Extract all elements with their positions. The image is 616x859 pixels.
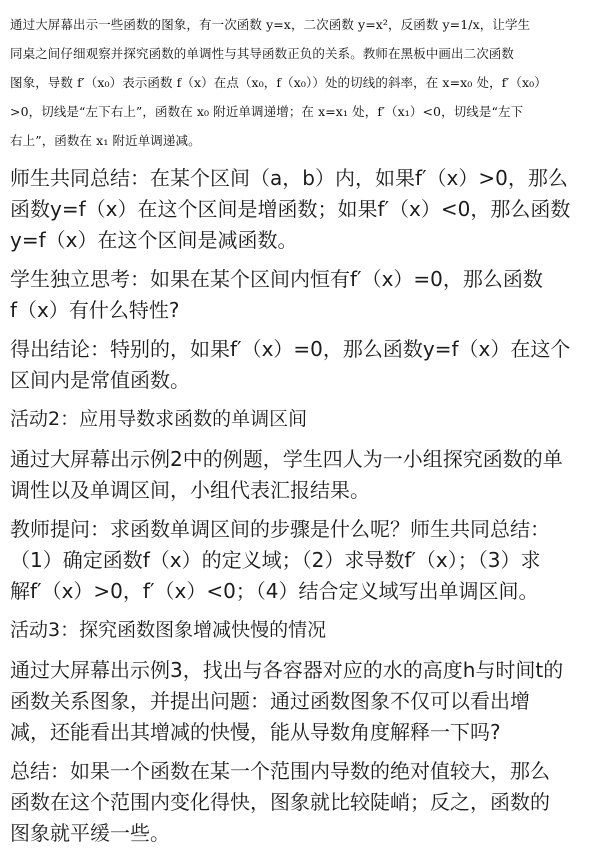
paragraph-line: 调性以及单调区间，小组代表汇报结果。 <box>10 478 370 502</box>
intro-line: 通过大屏幕出示一些函数的图象，有一次函数 y=x，二次函数 y=x²，反函数 y=1/x，让学生 <box>10 17 531 32</box>
activity-3-heading: 活动3：探究函数图象增减快慢的情况 <box>10 619 327 641</box>
paragraph-line: f（x）有什么特性? <box>10 298 180 322</box>
paragraph-line: 教师提问：求函数单调区间的步骤是什么呢？师生共同总结： <box>10 517 550 541</box>
example-2-paragraph <box>10 444 606 506</box>
paragraph-line: 函数关系图象，并提出问题：通过函数图象不仅可以看出增 <box>10 689 530 713</box>
paragraph-line: 学生独立思考：如果在某个区间内恒有f′（x）=0，那么函数 <box>10 267 543 291</box>
student-thinking-paragraph <box>10 264 606 326</box>
activity-2-heading: 活动2：应用导数求函数的单调区间 <box>10 408 308 430</box>
paragraph-line: 通过大屏幕出示例3，找出与各容器对应的水的高度h与时间t的 <box>10 658 564 682</box>
paragraph-line: 减，还能看出其增减的快慢，能从导数角度解释一下吗? <box>10 720 501 744</box>
paragraph-line: y=f（x）在这个区间是减函数。 <box>10 228 298 252</box>
paragraph-line: 总结：如果一个函数在某一个范围内导数的绝对值较大，那么 <box>10 759 550 783</box>
teacher-question-paragraph <box>10 514 606 607</box>
paragraph-line: 师生共同总结：在某个区间（a，b）内，如果f′（x）>0，那么 <box>10 166 568 190</box>
intro-line: 同桌之间仔细观察并探究函数的单调性与其导函数正负的关系。教师在黑板中画出二次函数 <box>10 46 515 61</box>
paragraph-line: 得出结论：特别的，如果f′（x）=0，那么函数y=f（x）在这个 <box>10 337 571 361</box>
paragraph-line: 解f′（x）>0，f′（x）<0；（4）结合定义域写出单调区间。 <box>10 579 539 603</box>
intro-line: 图象，导数 f′（x₀）表示函数 f（x）在点（x₀，f（x₀））处的切线的斜率，在 x=x₀ 处，f′（x₀） <box>10 75 547 90</box>
paragraph-line: （1）确定函数f（x）的定义域；（2）求导数f′（x）；（3）求 <box>10 548 541 572</box>
intro-line: >0，切线是“左下右上”，函数在 x₀ 附近单调递增；在 x=x₁ 处，f′（x₁）<0，切线是“左下 <box>10 104 524 119</box>
intro-paragraph <box>10 10 606 155</box>
paragraph-line: 函数在这个范围内变化得快，图象就比较陡峭；反之，函数的 <box>10 790 550 814</box>
final-summary-paragraph <box>10 756 606 849</box>
paragraph-line: 函数y=f（x）在这个区间是增函数；如果f′（x）<0，那么函数 <box>10 197 571 221</box>
intro-line: 右上”，函数在 x₁ 附近单调递减。 <box>10 133 201 148</box>
paragraph-line: 图象就平缓一些。 <box>10 821 170 845</box>
teacher-student-summary-paragraph <box>10 163 606 256</box>
paragraph-line: 区间内是常值函数。 <box>10 368 190 392</box>
example-3-paragraph <box>10 655 606 748</box>
conclusion-paragraph <box>10 334 606 396</box>
paragraph-line: 通过大屏幕出示例2中的例题，学生四人为一小组探究函数的单 <box>10 447 563 471</box>
